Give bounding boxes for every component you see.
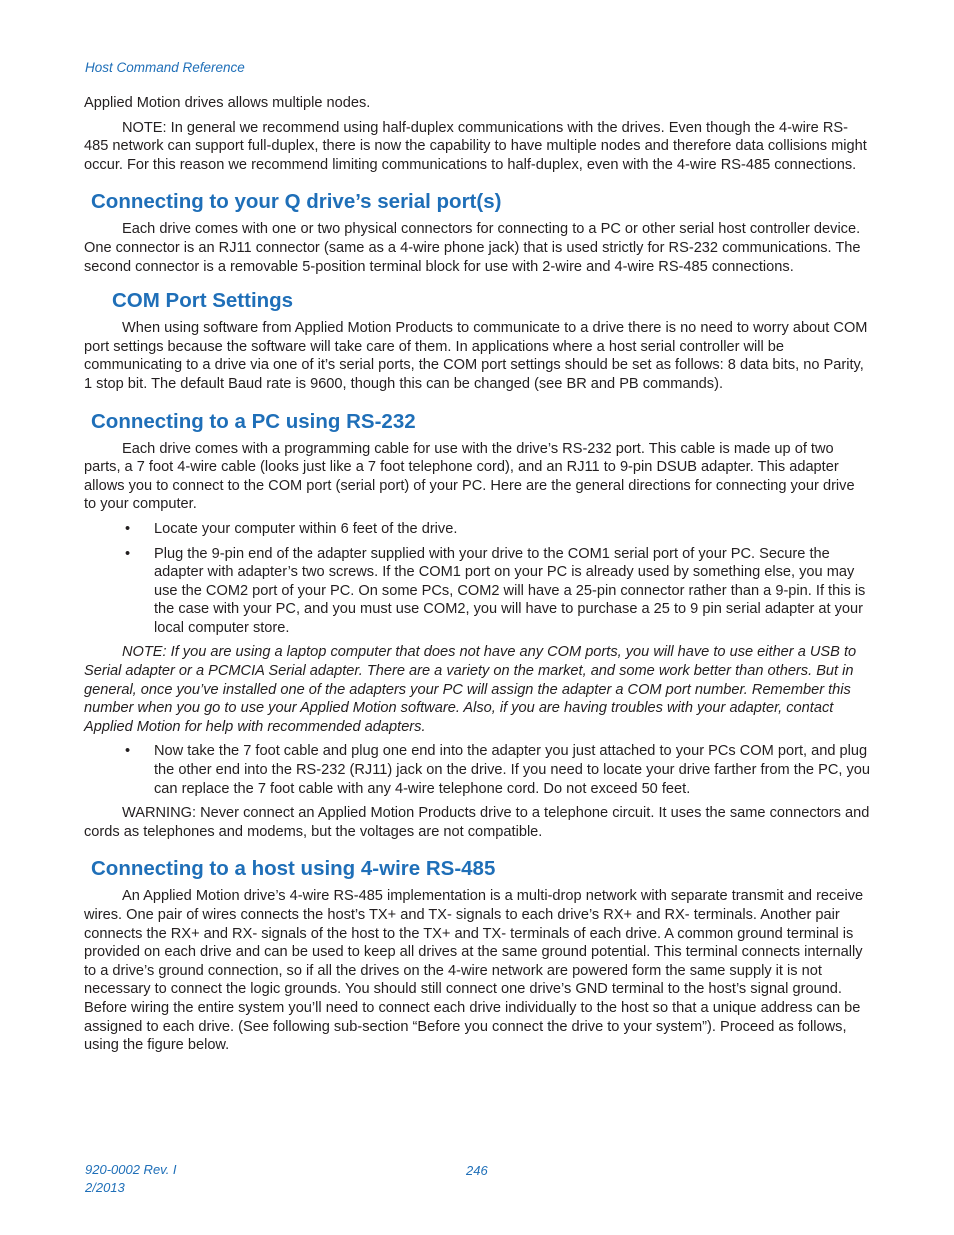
list-item-text: Now take the 7 foot cable and plug one end into the adapter you just attached to your PCs COM port, and plug the other end into the RS-232 (RJ11) jack on the drive. If you need to locate your drive farther from the PC, you can replace the 7 foot cable with any 4-wire telephone cord. Do not exceed 50 feet. [154,743,871,797]
laptop-adapter-note: NOTE: If you are using a laptop computer that does not have any COM ports, you will have to use either a USB to Serial adapter or a PCMCIA Serial adapter. There are a variety on the market, and some work better than others. But in general, once you’ve installed one of the adapters your PC will assign the adapter a COM port number. Remember this number when you go to use your Applied Motion software. Also, if you are having troubles with your adapter, contact Applied Motion for help with recommended adapters. [84,644,857,735]
serial-ports-paragraph: Each drive comes with one or two physical connectors for connecting to a PC or other serial host controller device. One connector is an RJ11 connector (same as a 4-wire phone jack) that is used strictly for RS-232 communications. The second connector is a removable 5-position terminal block for use with 2-wire and 4-wire RS-485 connections. [84,221,861,275]
half-duplex-note: NOTE: In general we recommend using half-duplex communications with the drives. Even though the 4-wire RS-485 network can support full-duplex, there is now the capability to have multiple nodes and therefore data collisions might occur. For this reason we recommend limiting communications to half-duplex, even with the 4-wire RS-485 connections. [84,119,867,173]
rs485-paragraph: An Applied Motion drive’s 4-wire RS-485 implementation is a multi-drop network with separate transmit and receive wires. One pair of wires connects the host’s TX+ and TX- signals to each drive’s RX+ and RX- terminals. Another pair connects the RX+ and RX- signals of the host to the TX+ and TX- terminals of each drive. A common ground terminal is provided on each drive and can be used to keep all drives at the same ground potential. This terminal connects internally to a drive’s ground connection, so if all the drives on the 4-wire network are powered form the same supply it is not necessary to connect the logic grounds. You should still connect one drive’s GND terminal to the host’s signal ground. Before wiring the entire system you’ll need to connect each drive individually to the host so that a unique address can be assigned to each drive. (See following sub-section “Before you connect the drive to your system”). Proceed as follows, using the figure below. [84,888,864,1054]
list-item-text: Locate your computer within 6 feet of the drive. [154,520,458,537]
footer-doc-info [85,1161,177,1197]
page-content [84,94,870,1055]
bullet-icon: • [125,743,131,760]
heading-rs485: Connecting to a host using 4-wire RS-485 [91,857,496,881]
rs232-paragraph: Each drive comes with a programming cable for use with the drive’s RS-232 port. This cable is made up of two parts, a 7 foot 4-wire cable (looks just like a 7 foot telephone cord), and an RJ11 to 9-pin DSUB adapter. This adapter allows you to connect to the COM port (serial port) of your PC. Here are the general directions for connecting your drive to your computer. [84,440,855,513]
bullet-icon: • [125,545,131,562]
heading-com-port-settings: COM Port Settings [112,289,294,313]
page-number: 246 [466,1163,488,1178]
list-item [84,742,870,798]
list-item-text: Plug the 9-pin end of the adapter supplied with your drive to the COM1 serial port of your PC. Secure the adapter with adapter’s two screws. If the COM1 port on your PC is already used by something else, you may use the COM2 port of your PC. On some PCs, COM2 will have a 25-pin connector rather than a 9-pin. If this is the case with your PC, and you must use COM2, you will have to purchase a 25 to 9 pin serial adapter at your local computer store. [154,545,866,636]
telephone-warning: WARNING: Never connect an Applied Motion Products drive to a telephone circuit. It uses the same connectors and cords as telephones and modems, but the voltages are not compatible. [84,805,870,840]
footer-date: 2/2013 [85,1180,125,1195]
intro-line: Applied Motion drives allows multiple nodes. [84,95,371,111]
heading-serial-ports: Connecting to your Q drive’s serial port(s) [91,190,502,214]
list-item [84,520,870,539]
bullet-icon: • [125,520,131,537]
running-header: Host Command Reference [85,60,245,75]
com-port-paragraph: When using software from Applied Motion Products to communicate to a drive there is no need to worry about COM port settings because the software will take care of them. In applications where a host serial controller will be communicating to a drive via one of it’s serial ports, the COM port settings should be set as follows: 8 data bits, no Parity, 1 stop bit. The default Baud rate is 9600, though this can be changed (see BR and PB commands). [84,320,868,392]
rs232-steps-list [84,520,870,638]
heading-rs232: Connecting to a PC using RS-232 [91,409,416,433]
footer-doc-number: 920-0002 Rev. I [85,1162,177,1177]
list-item [84,545,870,638]
rs232-steps-list-continued [84,742,870,798]
